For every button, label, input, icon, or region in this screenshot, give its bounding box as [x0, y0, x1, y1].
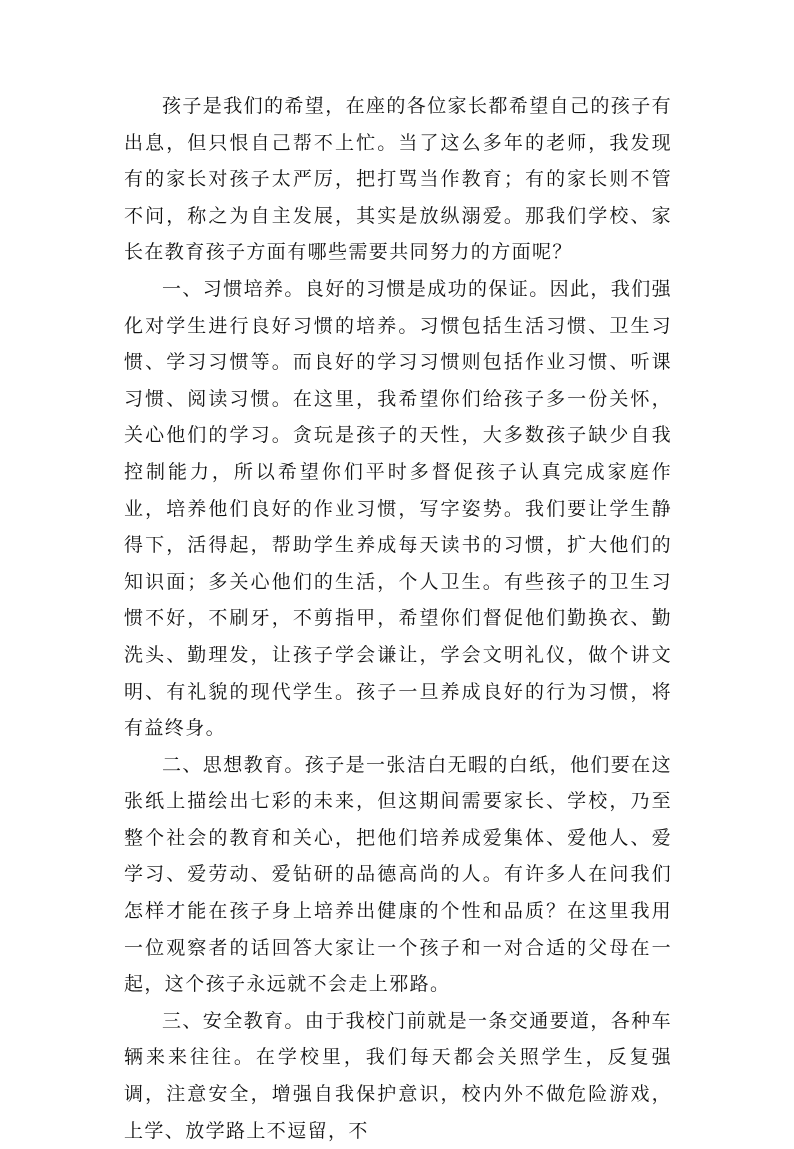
paragraph-safety-education: 三、安全教育。由于我校门前就是一条交通要道，各种车辆来来往往。在学校里，我们每天都会关照学生，反复强调，注意安全，增强自我保护意识，校内外不做危险游戏，上学、放学路上不逗留，不 [124, 1009, 673, 1142]
document-body [124, 88, 672, 1149]
paragraph-intro: 孩子是我们的希望，在座的各位家长都希望自己的孩子有出息，但只恨自己帮不上忙。当了这么多年的老师，我发现有的家长对孩子太严厉，把打骂当作教育；有的家长则不管不问，称之为自主发展，其实是放纵溺爱。那我们学校、家长在教育孩子方面有哪些需要共同努力的方面呢？ [124, 95, 673, 264]
paragraph-moral-education: 二、思想教育。孩子是一张洁白无暇的白纸，他们要在这张纸上描绘出七彩的未来，但这期间需要家长、学校，乃至整个社会的教育和关心，把他们培养成爱集体、爱他人、爱学习、爱劳动、爱钻研的品德高尚的人。有许多人在问我们怎样才能在孩子身上培养出健康的个性和品质？在这里我用一位观察者的话回答大家让一个孩子和一对合适的父母在一起，这个孩子永远就不会走上邪路。 [124, 753, 673, 996]
paragraph-habit-training: 一、习惯培养。良好的习惯是成功的保证。因此，我们强化对学生进行良好习惯的培养。习惯包括生活习惯、卫生习惯、学习习惯等。而良好的学习习惯则包括作业习惯、听课习惯、阅读习惯。在这里，我希望你们给孩子多一份关怀，关心他们的学习。贪玩是孩子的天性，大多数孩子缺少自我控制能力，所以希望你们平时多督促孩子认真完成家庭作业，培养他们良好的作业习惯，写字姿势。我们要让学生静得下，活得起，帮助学生养成每天读书的习惯，扩大他们的知识面；多关心他们的生活，个人卫生。有些孩子的卫生习惯不好，不刷牙，不剪指甲，希望你们督促他们勤换衣、勤洗头、勤理发，让孩子学会谦让，学会文明礼仪，做个讲文明、有礼貌的现代学生。孩子一旦养成良好的行为习惯，将有益终身。 [124, 277, 673, 740]
